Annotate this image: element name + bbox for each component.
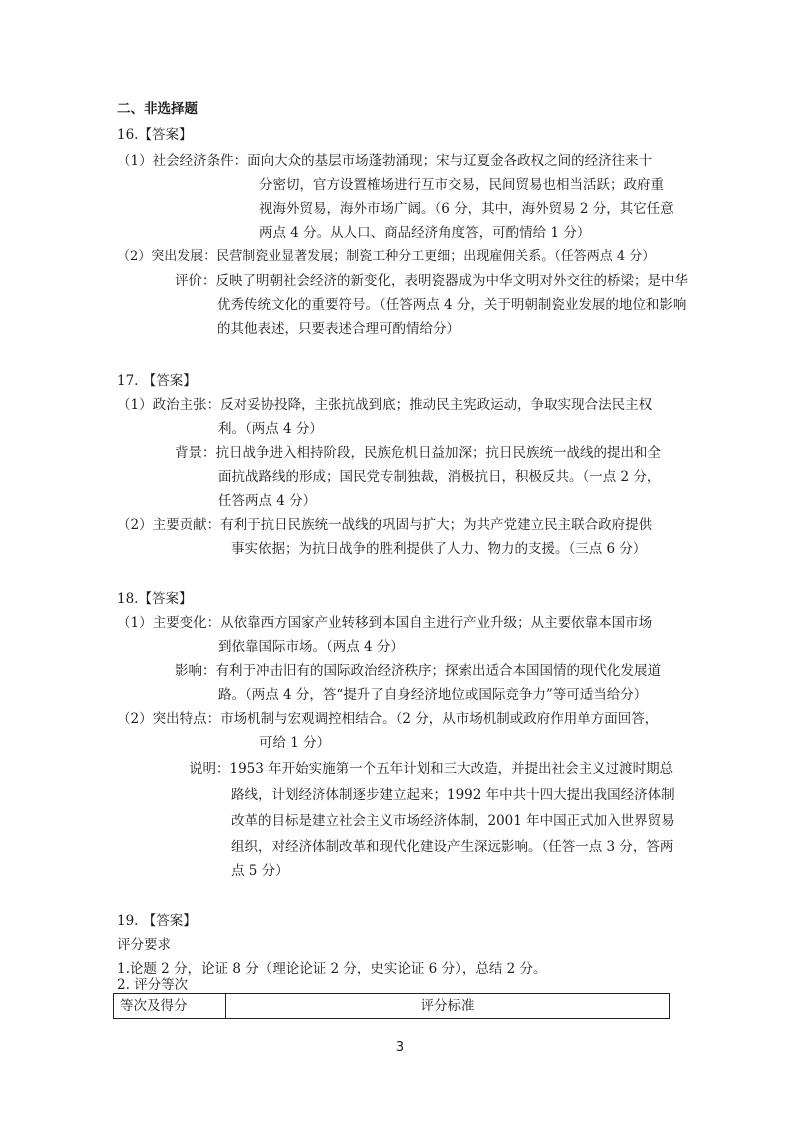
- q16-p2-line3: 优秀传统文化的重要符号。（任答两点 4 分，关于明朝制瓷业发展的地位和影响: [217, 297, 687, 313]
- q16-p2-line4: 的其他表述，只要表述合理可酌情给分）: [217, 321, 460, 337]
- q16-p1-line3: 视海外贸易，海外市场广阔。（6 分，其中，海外贸易 2 分，其它任意: [259, 201, 674, 217]
- section-title: 二、非选择题: [117, 101, 198, 117]
- q16-p1-line2: 分密切，官方设置榷场进行互市交易，民间贸易也相当活跃；政府重: [259, 177, 664, 193]
- page-number: 3: [395, 1040, 405, 1055]
- q18-p2b-line2: 路线，计划经济体制逐步建立起来；1992 年中共十四大提出我国经济体制: [231, 787, 675, 803]
- table-header-criteria: 评分标准: [420, 998, 475, 1014]
- q18-p2b-line3: 改革的目标是建立社会主义市场经济体制，2001 年中国正式加入世界贸易: [231, 813, 675, 829]
- q17-p1b-line3: 任答两点 4 分）: [218, 493, 317, 509]
- q16-p1-line1: （1）社会经济条件：面向大众的基层市场蓬勃涌现；宋与辽夏金各政权之间的经济往来十: [117, 153, 653, 169]
- q18-heading: 18.【答案】: [117, 591, 193, 607]
- q19-requirement-2: 2. 评分等次: [117, 977, 189, 993]
- q16-heading: 16.【答案】: [117, 127, 193, 143]
- q18-p2b-line5: 点 5 分）: [231, 863, 289, 879]
- q17-p1-line2: 利。（两点 4 分）: [218, 421, 323, 437]
- q18-p2b-line4: 组织，对经济体制改革和现代化建设产生深远影响。（任答一点 3 分，答两: [231, 839, 674, 855]
- grading-table: [113, 993, 670, 1019]
- q19-requirement-1: 1.论题 2 分，论证 8 分（理论论证 2 分，史实论证 6 分），总结 2 分。: [117, 961, 547, 977]
- q18-p1-line1: （1）主要变化：从依靠西方国家产业转移到本国自主进行产业升级；从主要依靠本国市场: [117, 615, 653, 631]
- q18-p2-line2: 可给 1 分）: [259, 735, 331, 751]
- table-header-grade: 等次及得分: [114, 994, 226, 1018]
- q18-p1b-line1: 影响：有利于冲击旧有的国际政治经济秩序；探索出适合本国国情的现代化发展道: [175, 663, 661, 679]
- q18-p1b-line2: 路。（两点 4 分，答“提升了自身经济地位或国际竞争力”等可适当给分）: [218, 687, 648, 703]
- q19-heading: 19. 【答案】: [117, 913, 197, 929]
- q17-p1b-line1: 背景：抗日战争进入相持阶段，民族危机日益加深；抗日民族统一战线的提出和全: [175, 445, 661, 461]
- q18-p1-line2: 到依靠国际市场。（两点 4 分）: [218, 639, 404, 655]
- q16-p1-line4: 两点 4 分。从人口、商品经济角度答，可酌情给 1 分）: [259, 225, 591, 241]
- q16-p2-line1: （2）突出发展：民营制瓷业显著发展；制瓷工种分工更细；出现雇佣关系。（任答两点 4 分）: [117, 249, 656, 264]
- q17-heading: 17. 【答案】: [117, 373, 197, 389]
- q17-p1b-line2: 面抗战路线的形成；国民党专制独裁，消极抗日，积极反共。（一点 2 分，: [218, 469, 661, 485]
- q18-p2-line1: （2）突出特点：市场机制与宏观调控相结合。（2 分，从市场机制或政府作用单方面回答，: [117, 711, 659, 727]
- q17-p2-line1: （2）主要贡献：有利于抗日民族统一战线的巩固与扩大；为共产党建立民主联合政府提供: [117, 517, 653, 533]
- q17-p2-line2: 事实依据；为抗日战争的胜利提供了人力、物力的支援。（三点 6 分）: [231, 541, 647, 557]
- q16-p2-line2: 评价：反映了明朝社会经济的新变化，表明瓷器成为中华文明对外交往的桥梁；是中华: [175, 273, 688, 289]
- q19-requirements-title: 评分要求: [117, 937, 171, 953]
- q18-p2b-line1: 说明：1953 年开始实施第一个五年计划和三大改造，并提出社会主义过渡时期总: [189, 761, 674, 777]
- q17-p1-line1: （1）政治主张：反对妥协投降，主张抗战到底；推动民主宪政运动，争取实现合法民主权: [117, 397, 653, 413]
